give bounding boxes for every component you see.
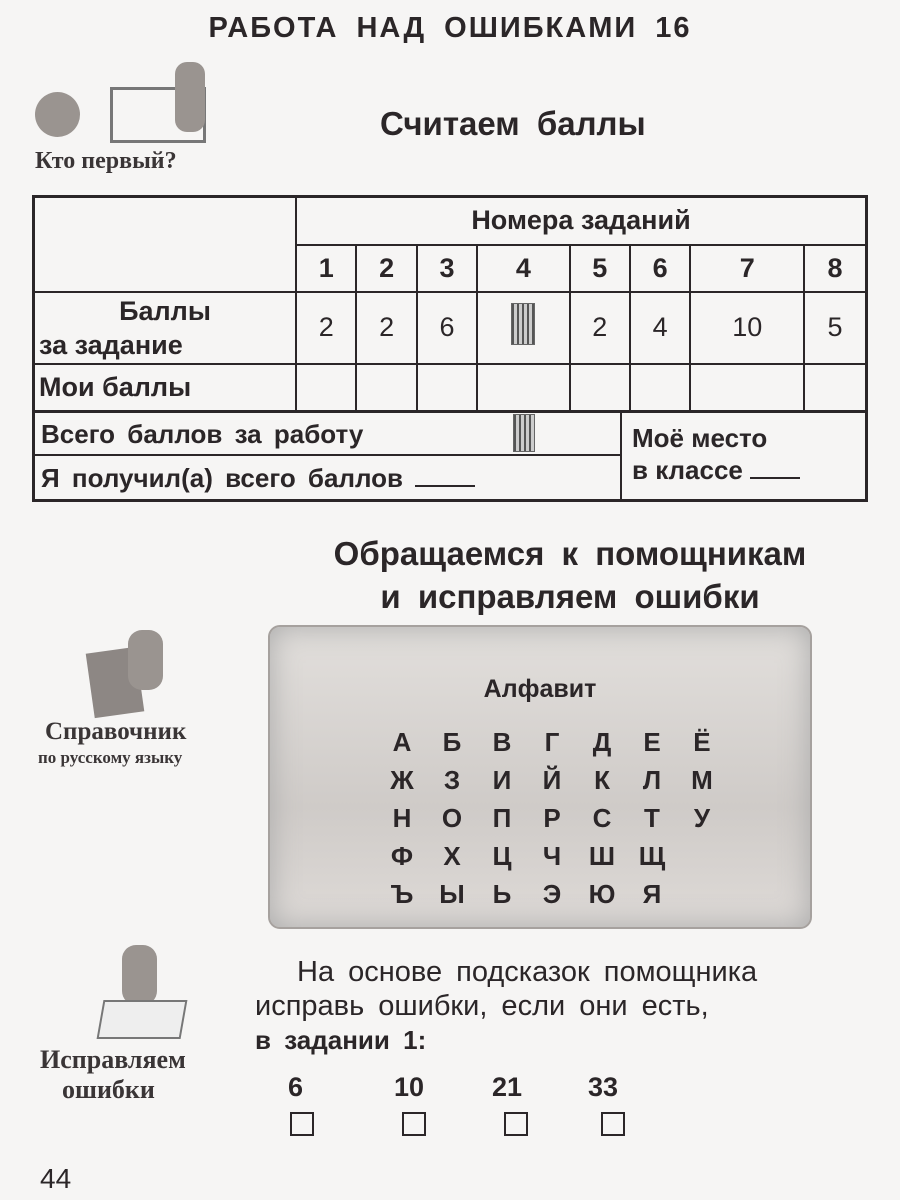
task-number: 4 — [477, 245, 569, 292]
alphabet-letter: С — [592, 803, 612, 833]
instruction-line-3: в задании 1: — [255, 1025, 427, 1055]
score-table — [32, 195, 868, 413]
alphabet-scroll — [268, 625, 812, 929]
my-points-input[interactable] — [690, 364, 804, 412]
alphabet-letter: Г — [544, 727, 560, 757]
answer-checkbox[interactable] — [601, 1112, 625, 1136]
alphabet-letter: Ы — [439, 879, 465, 909]
points-cell: 4 — [630, 292, 690, 364]
answer-number: 6 — [288, 1072, 304, 1102]
section-heading-fix-errors: и исправляем ошибки — [380, 578, 760, 615]
answer-number: 21 — [492, 1072, 523, 1102]
my-points-input[interactable] — [356, 364, 416, 412]
task-number: 3 — [417, 245, 477, 292]
class-place-blank[interactable] — [750, 477, 800, 479]
totals-section — [32, 410, 868, 502]
abacus-icon — [513, 414, 535, 452]
alphabet-letter: Ю — [588, 879, 616, 909]
answer-checkbox[interactable] — [504, 1112, 528, 1136]
task-number: 7 — [690, 245, 804, 292]
my-points-input[interactable] — [477, 364, 569, 412]
alphabet-letter: Ф — [390, 841, 414, 871]
alphabet-letter: З — [443, 765, 461, 795]
alphabet-letter: А — [392, 727, 412, 757]
alphabet-letter: И — [492, 765, 512, 795]
task-number: 8 — [804, 245, 866, 292]
points-cell: 5 — [804, 292, 866, 364]
answer-checkbox[interactable] — [402, 1112, 426, 1136]
points-cell: 2 — [570, 292, 630, 364]
alphabet-letter: Н — [392, 803, 412, 833]
writing-mascot-illustration — [100, 945, 180, 1040]
reference-label-2: по русскому языку — [38, 748, 183, 767]
alphabet-letter: Э — [542, 879, 562, 909]
alphabet-letter: Л — [642, 765, 662, 795]
class-place-label: Моё место — [632, 423, 768, 453]
my-points-label: Мои баллы — [34, 364, 297, 412]
alphabet-letter: Ч — [542, 841, 562, 871]
total-points-label: Всего баллов за работу — [41, 419, 364, 449]
alphabet-letter: Ъ — [390, 879, 414, 909]
page-title: РАБОТА НАД ОШИБКАМИ 16 — [208, 12, 692, 44]
alphabet-letter: В — [492, 727, 512, 757]
page-number: 44 — [40, 1163, 72, 1194]
alphabet-letter: Ш — [588, 841, 616, 871]
task-number: 6 — [630, 245, 690, 292]
alphabet-letter: Д — [592, 727, 612, 757]
alphabet-letter — [677, 841, 727, 872]
task-numbers-header: Номера заданий — [296, 197, 867, 245]
reference-book-mascot-illustration — [90, 630, 170, 720]
alphabet-letter: Ж — [390, 765, 414, 795]
answer-options — [288, 1072, 628, 1142]
alphabet-letter: Я — [642, 879, 662, 909]
who-first-label: Кто первый? — [35, 148, 177, 174]
alphabet-letter: Щ — [638, 841, 666, 871]
alphabet-grid — [377, 727, 727, 910]
alphabet-letter: У — [693, 803, 711, 833]
my-points-input[interactable] — [296, 364, 356, 412]
alphabet-letter: Ё — [693, 727, 711, 757]
alphabet-letter: Х — [443, 841, 461, 871]
points-cell: 2 — [356, 292, 416, 364]
reference-label: Справочник — [45, 718, 187, 745]
task-number: 1 — [296, 245, 356, 292]
alphabet-title: Алфавит — [483, 675, 597, 703]
fix-errors-label: Исправляем — [40, 1045, 186, 1074]
alphabet-letter: Й — [542, 765, 562, 795]
task-number: 5 — [570, 245, 630, 292]
answer-number: 10 — [394, 1072, 425, 1102]
instruction-line-1: На основе подсказок помощника — [297, 956, 758, 988]
my-points-input[interactable] — [570, 364, 630, 412]
alphabet-letter: Е — [643, 727, 661, 757]
points-cell: 10 — [690, 292, 804, 364]
received-points-blank[interactable] — [415, 485, 475, 487]
alphabet-letter: Ц — [492, 841, 512, 871]
alphabet-letter: Ь — [492, 879, 512, 909]
task-number: 2 — [356, 245, 416, 292]
my-points-input[interactable] — [417, 364, 477, 412]
alphabet-letter — [677, 879, 727, 910]
my-points-input[interactable] — [630, 364, 690, 412]
section-heading-helpers: Обращаемся к помощникам — [333, 535, 807, 572]
alphabet-letter: Т — [644, 803, 660, 833]
alphabet-letter: Р — [543, 803, 561, 833]
alphabet-letter: О — [441, 803, 463, 833]
points-cell: 2 — [296, 292, 356, 364]
mascots-abacus-illustration — [30, 62, 220, 147]
points-label-2: за задание — [39, 329, 183, 360]
alphabet-letter: Б — [442, 727, 462, 757]
my-points-input[interactable] — [804, 364, 866, 412]
points-label: Баллы — [119, 295, 211, 326]
alphabet-letter: К — [594, 765, 610, 795]
answer-checkbox[interactable] — [290, 1112, 314, 1136]
class-place-label-2: в классе — [632, 455, 743, 485]
points-cell — [477, 292, 569, 364]
received-points-label: Я получил(а) всего баллов — [41, 463, 404, 493]
section-heading-count-points: Считаем баллы — [380, 105, 646, 142]
answer-number: 33 — [588, 1072, 619, 1102]
alphabet-letter: П — [492, 803, 512, 833]
fix-errors-label-2: ошибки — [62, 1075, 155, 1104]
abacus-icon — [511, 303, 535, 345]
instruction-line-2: исправь ошибки, если они есть, — [255, 990, 709, 1022]
points-cell: 6 — [417, 292, 477, 364]
alphabet-letter: М — [691, 765, 713, 795]
